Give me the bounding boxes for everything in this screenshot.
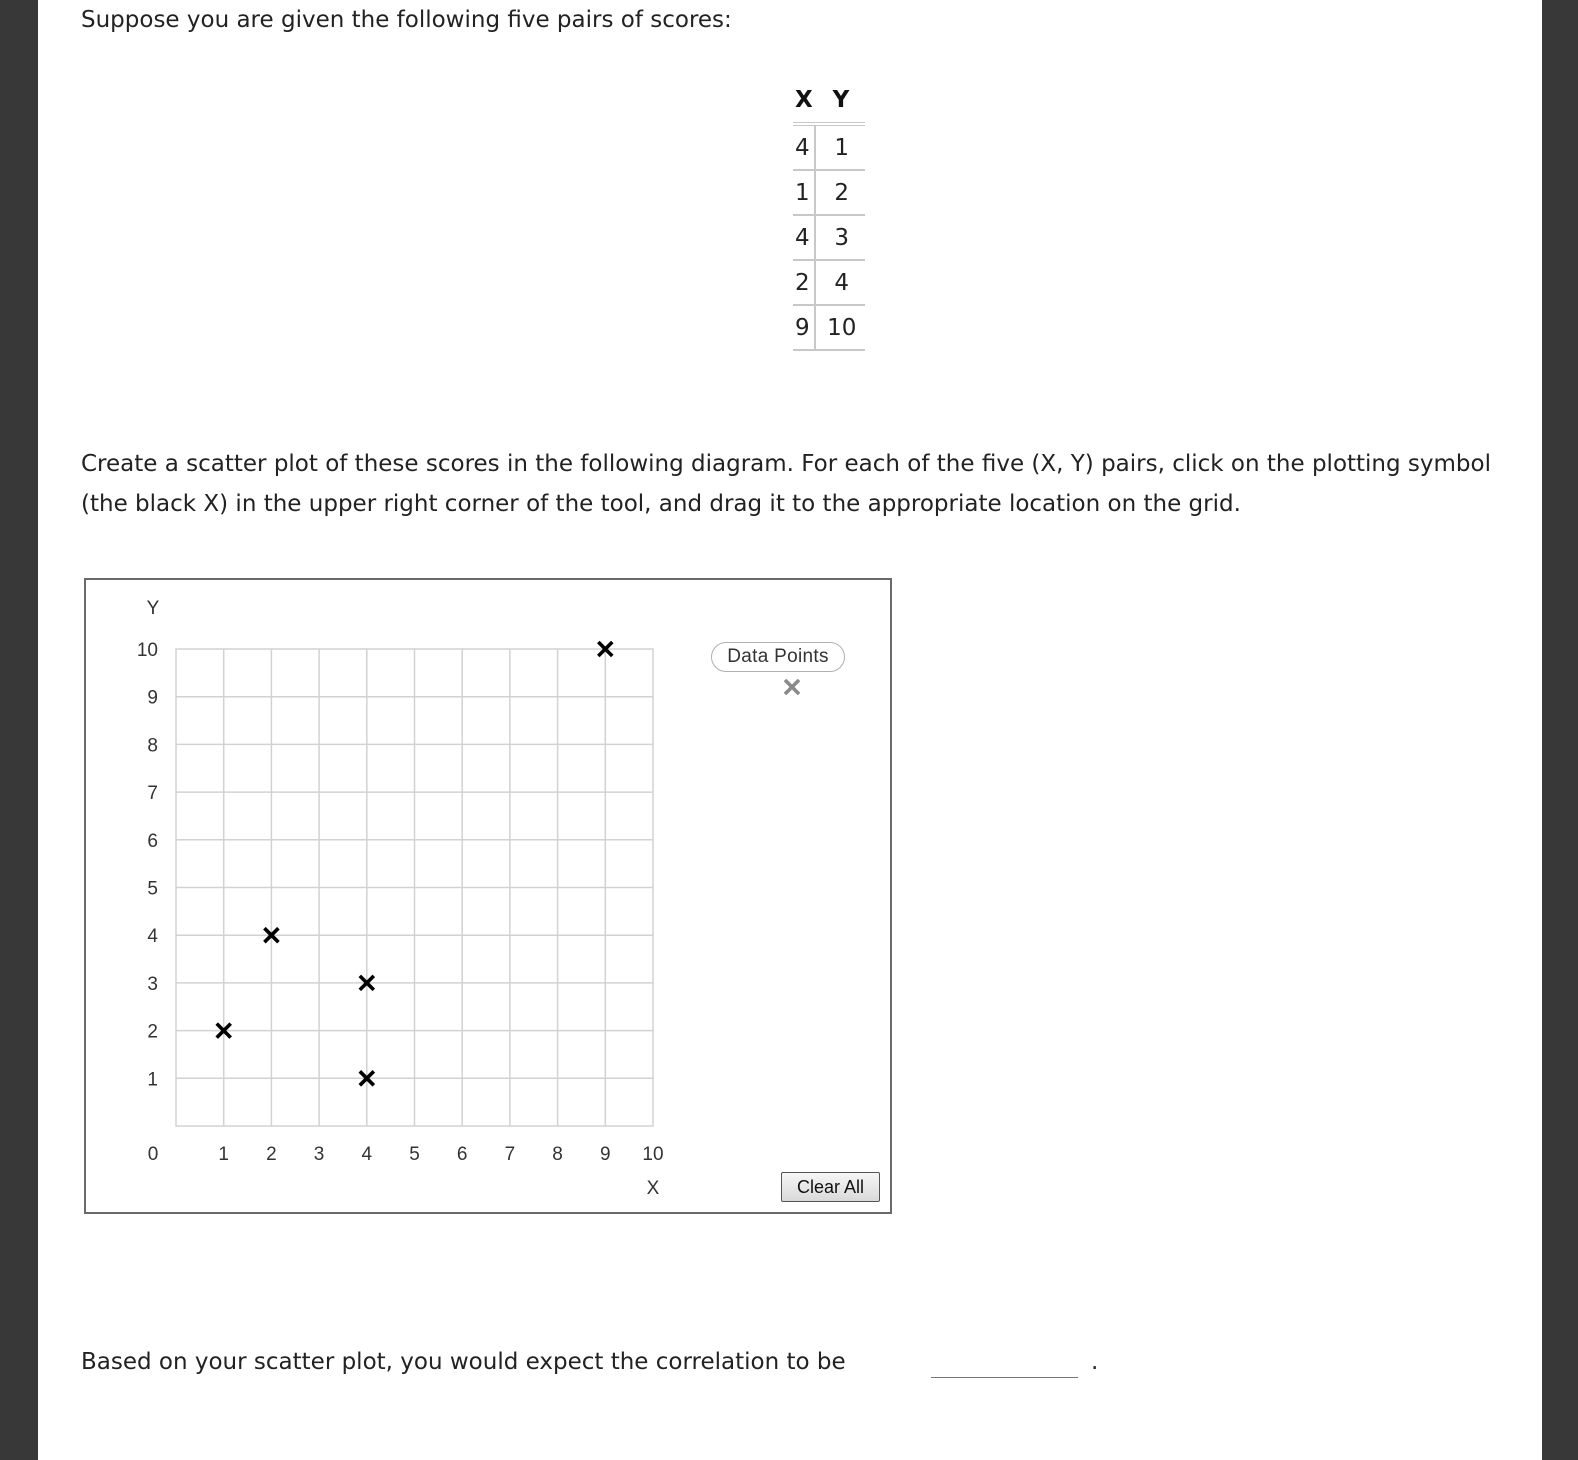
x-tick-label: 0 bbox=[147, 1144, 159, 1165]
cell-y: 3 bbox=[834, 224, 850, 251]
table-row bbox=[793, 261, 865, 306]
x-axis-ticks bbox=[148, 1144, 664, 1165]
question-page bbox=[38, 0, 1542, 1460]
cell-x: 2 bbox=[793, 261, 816, 304]
y-tick-label: 5 bbox=[147, 878, 158, 900]
x-tick-label: 2 bbox=[266, 1144, 277, 1165]
x-tick-label: 4 bbox=[361, 1144, 373, 1165]
y-tick-label: 6 bbox=[147, 830, 158, 852]
data-points-legend: Data Points bbox=[711, 642, 845, 672]
table-row bbox=[793, 306, 865, 351]
y-tick-label: 7 bbox=[147, 783, 158, 805]
cell-x: 9 bbox=[793, 306, 816, 349]
table-header-row bbox=[793, 78, 865, 126]
cell-y: 2 bbox=[834, 179, 850, 206]
y-tick-label: 4 bbox=[147, 926, 158, 948]
y-tick-label: 8 bbox=[147, 735, 158, 757]
y-tick-label: 3 bbox=[147, 973, 158, 995]
column-header-y: Y bbox=[832, 87, 850, 113]
y-tick-label: 9 bbox=[147, 687, 158, 709]
scatter-plot-tool bbox=[84, 578, 892, 1214]
y-tick-label: 2 bbox=[147, 1021, 158, 1043]
y-axis-ticks bbox=[137, 640, 159, 1090]
x-tick-label: 1 bbox=[218, 1144, 229, 1165]
y-tick-label: 10 bbox=[136, 640, 158, 661]
cell-y: 10 bbox=[827, 314, 857, 341]
x-tick-label: 10 bbox=[642, 1144, 664, 1165]
cell-x: 4 bbox=[793, 126, 816, 169]
clear-all-button[interactable]: Clear All bbox=[781, 1172, 880, 1202]
answer-prompt: Based on your scatter plot, you would expect the correlation to be bbox=[81, 1349, 846, 1375]
scatter-plot[interactable] bbox=[86, 580, 890, 1212]
correlation-answer-dropdown[interactable] bbox=[931, 1377, 1078, 1378]
y-axis-label: Y bbox=[146, 598, 160, 619]
x-tick-label: 8 bbox=[552, 1144, 563, 1165]
plot-grid bbox=[176, 649, 653, 1126]
x-axis-label: X bbox=[646, 1178, 660, 1199]
table-row bbox=[793, 171, 865, 216]
x-tick-label: 6 bbox=[456, 1144, 468, 1165]
y-tick-label: 1 bbox=[147, 1069, 158, 1091]
table-row bbox=[793, 126, 865, 171]
scores-table bbox=[793, 78, 865, 351]
cell-y: 4 bbox=[834, 269, 850, 296]
cell-y: 1 bbox=[834, 134, 850, 161]
x-tick-label: 9 bbox=[600, 1144, 611, 1165]
intro-text: Suppose you are given the following five pairs of scores: bbox=[81, 7, 732, 33]
plotting-symbol-icon[interactable] bbox=[783, 678, 801, 696]
answer-period: . bbox=[1091, 1349, 1099, 1375]
cell-x: 4 bbox=[793, 216, 816, 259]
instructions-text: Create a scatter plot of these scores in the following diagram. For each of the five (X, Y) pairs, click on the plotting symbol (the black X) in the upper right corner of the tool, and drag it to the appropriate location on the grid. bbox=[81, 451, 1491, 517]
x-tick-label: 3 bbox=[313, 1144, 325, 1165]
x-tick-label: 7 bbox=[504, 1144, 516, 1165]
column-header-x: X bbox=[795, 87, 813, 113]
x-tick-label: 5 bbox=[409, 1144, 420, 1165]
table-row bbox=[793, 216, 865, 261]
cell-x: 1 bbox=[793, 171, 816, 214]
